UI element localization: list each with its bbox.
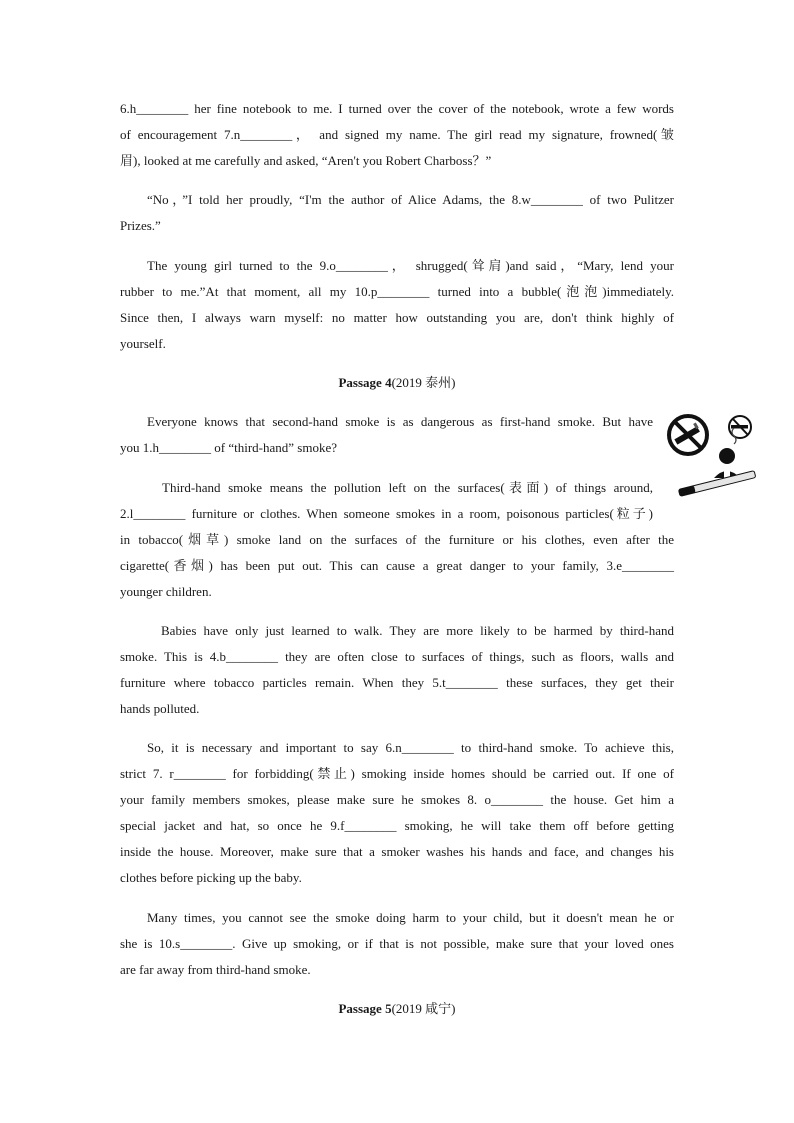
passage4-paragraph-3: [120, 618, 674, 722]
passage4-paragraph-4: [120, 735, 674, 891]
text-line: hands polluted.: [120, 701, 200, 716]
text-line: rubber to me.”At that moment, all my 10.p________ turned into a bubble(泡泡)immediately.: [120, 284, 674, 299]
passage4-paragraph-2: [120, 475, 674, 605]
passage3-paragraph-1: [120, 96, 674, 174]
text-line: special jacket and hat, so once he 9.f________ smoking, he will take them off before getting: [120, 818, 674, 833]
text-line: you 1.h________ of “third-hand” smoke?: [120, 440, 337, 455]
text-line: 眉), looked at me carefully and asked, “Aren't you Robert Charboss？”: [120, 153, 492, 168]
text-line: are far away from third-hand smoke.: [120, 962, 311, 977]
text-line: “No，”I told her proudly, “I'm the author of Alice Adams, the 8.w________ of two Pulitzer: [147, 192, 674, 207]
text-line: strict 7. r________ for forbidding(禁止) smoking inside homes should be carried out. If one of: [120, 766, 674, 781]
text-line: your family members smokes, please make sure he smokes 8. o________ the house. Get him a: [120, 792, 674, 807]
passage4-heading: [0, 373, 794, 393]
text-line: cigarette(香烟) has been put out. This can cause a great danger to your family, 3.e________: [120, 558, 674, 573]
text-line: Third-hand smoke means the pollution left on the surfaces(表面) of things around,: [162, 480, 653, 495]
passage3-paragraph-2: [120, 187, 674, 239]
passage3-paragraph-3: [120, 253, 674, 357]
text-line: of encouragement 7.n________， and signed my name. The girl read my signature, frowned(皱: [120, 127, 674, 142]
text-line: she is 10.s________. Give up smoking, or if that is not possible, make sure that your loved ones: [120, 936, 674, 951]
text-line: furniture where tobacco particles remain. When they 5.t________ these surfaces, they get their: [120, 675, 674, 690]
text-line: in tobacco(烟草) smoke land on the surfaces of the furniture or his clothes, even after the: [120, 532, 674, 547]
text-line: clothes before picking up the baby.: [120, 870, 302, 885]
text-line: smoke. This is 4.b________ they are often close to surfaces of things, such as floors, walls and: [120, 649, 674, 664]
passage5-heading-title: Passage 5: [338, 1001, 392, 1016]
passage4-paragraph-5: [120, 905, 674, 983]
text-line: yourself.: [120, 336, 166, 351]
text-line: Babies have only just learned to walk. They are more likely to be harmed by third-hand: [161, 623, 674, 638]
text-line: Since then, I always warn myself: no matter how outstanding you are, don't think highly of: [120, 310, 674, 325]
text-line: inside the house. Moreover, make sure that a smoker washes his hands and face, and changes his: [120, 844, 674, 859]
text-line: So, it is necessary and important to say 6.n________ to third-hand smoke. To achieve this,: [147, 740, 674, 755]
text-line: The young girl turned to the 9.o________， shrugged(耸肩)and said，“Mary, lend your: [147, 258, 674, 273]
cigarette-icon: [678, 471, 755, 497]
passage4-heading-source: (2019 泰州): [391, 375, 456, 390]
passage4-paragraph-1: [120, 409, 653, 461]
passage4-heading-title: Passage 4: [338, 375, 392, 390]
text-line: 6.h________ her fine notebook to me. I turned over the cover of the notebook, wrote a few words: [120, 101, 674, 116]
no-smoking-illustration: [664, 408, 760, 508]
text-line: Everyone knows that second-hand smoke is as dangerous as first-hand smoke. But have: [147, 414, 653, 429]
passage5-heading: [0, 999, 794, 1019]
text-line: 2.l________ furniture or clothes. When someone smokes in a room, poisonous particles(粒子): [120, 506, 653, 521]
text-line: Prizes.”: [120, 218, 161, 233]
passage5-heading-source: (2019 咸宁): [391, 1001, 456, 1016]
text-line: younger children.: [120, 584, 212, 599]
text-line: Many times, you cannot see the smoke doing harm to your child, but it doesn't mean he or: [147, 910, 674, 925]
no-smoking-icon: [669, 416, 707, 454]
